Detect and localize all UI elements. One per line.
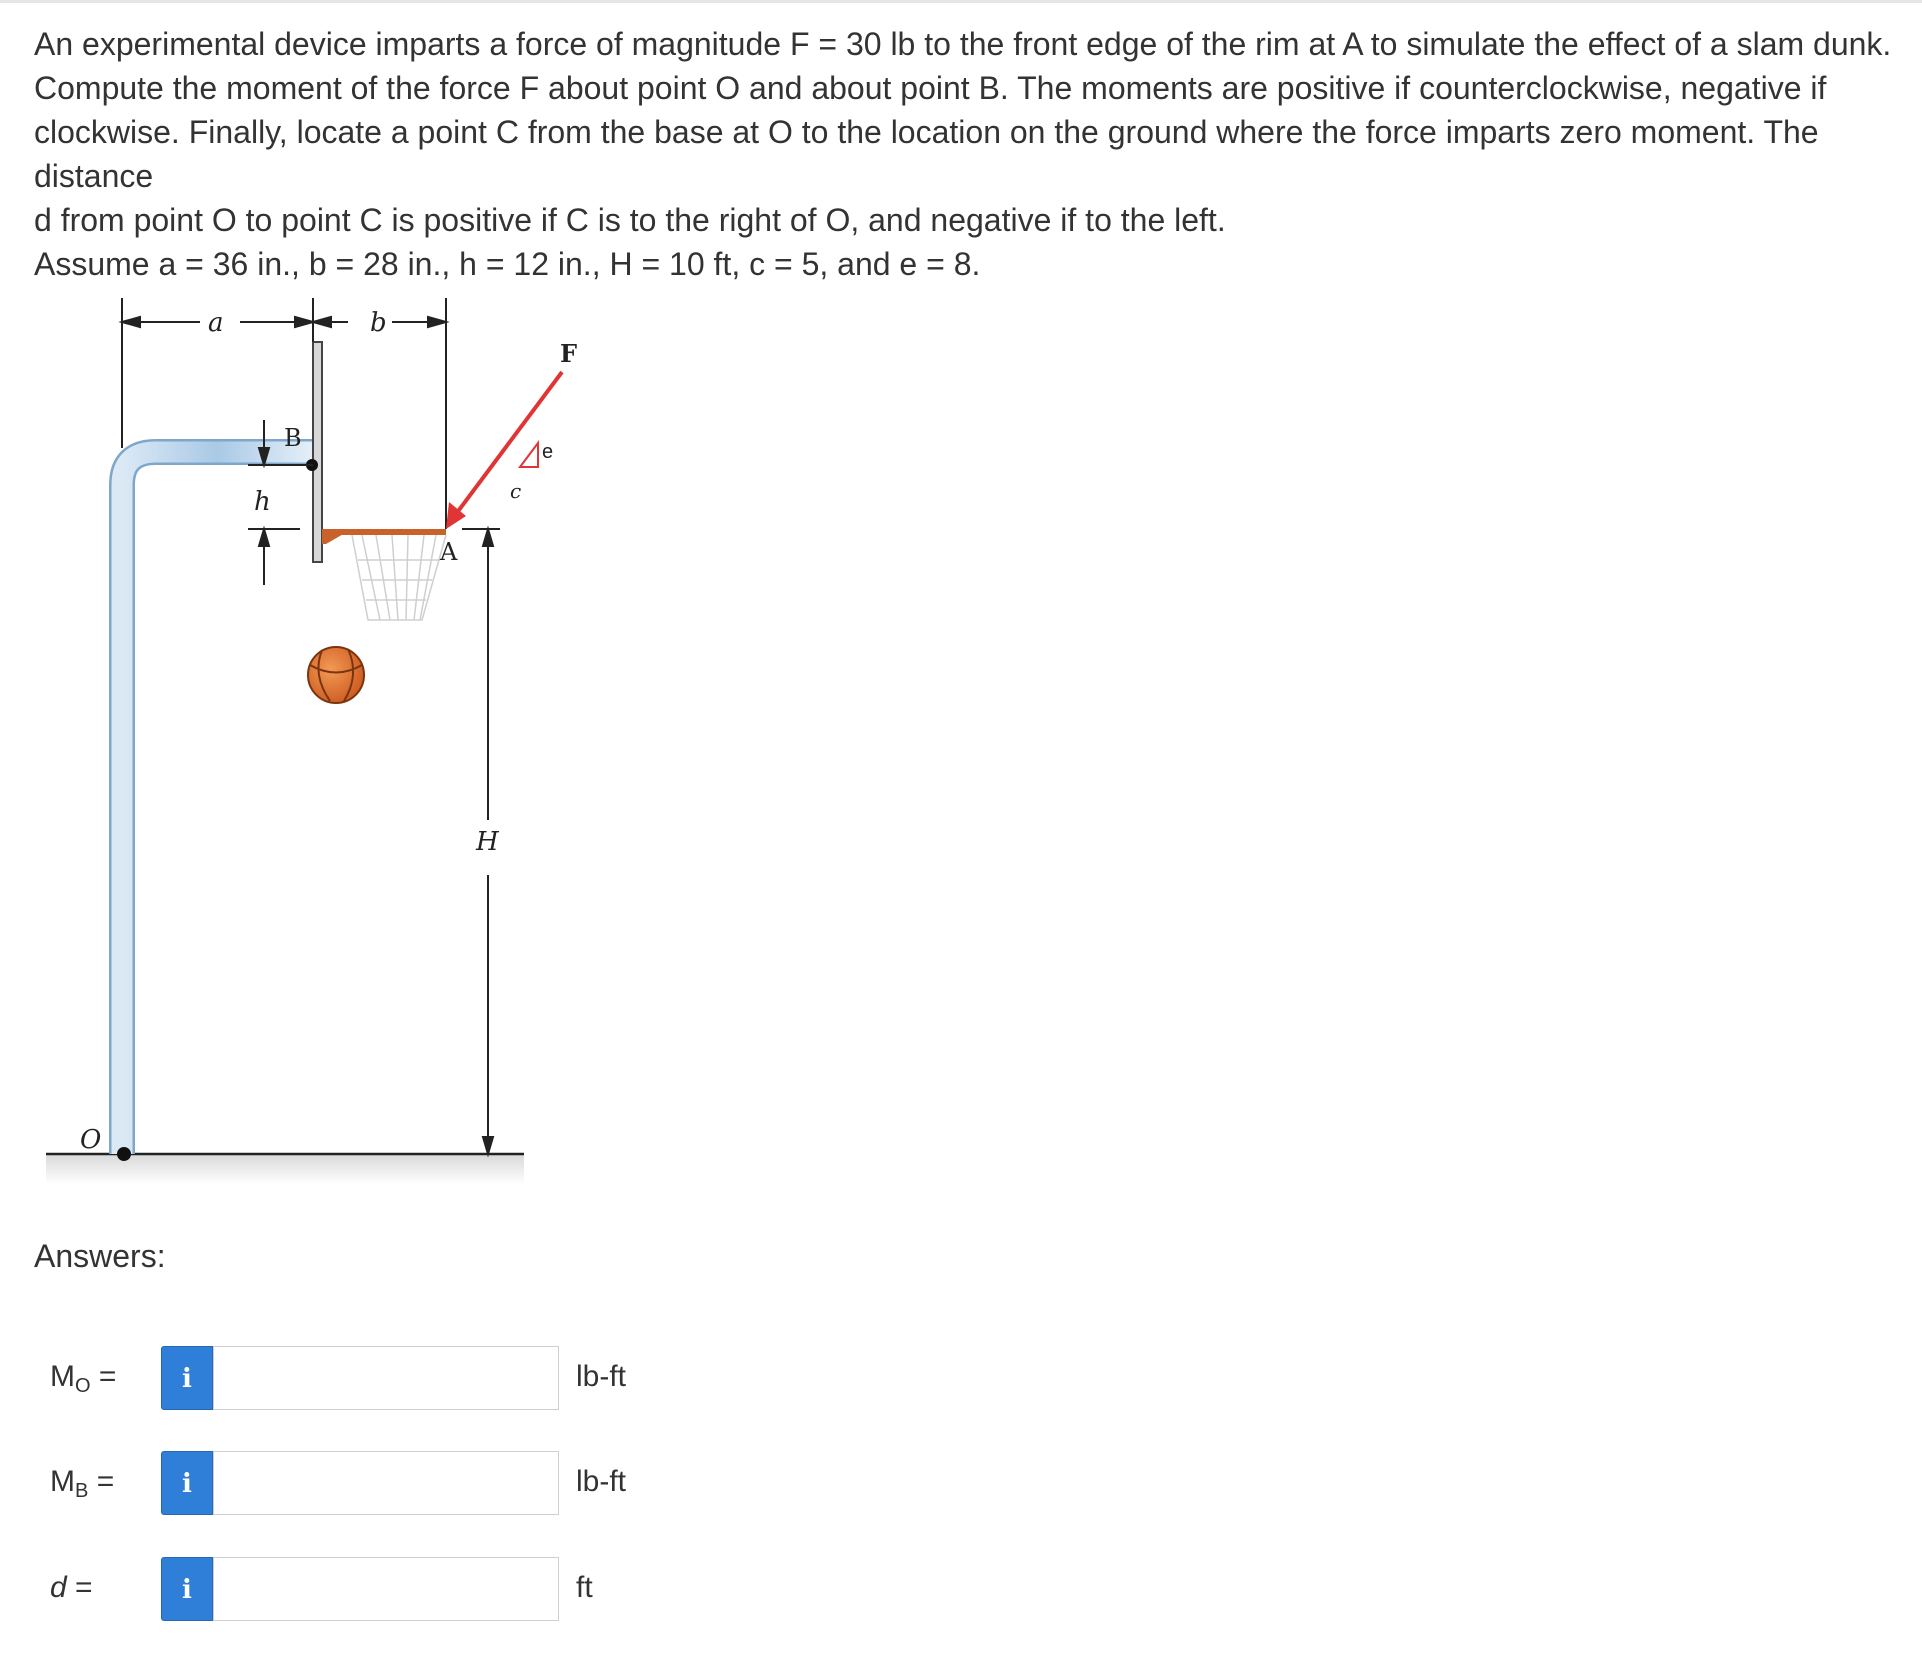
mo-label bbox=[50, 1360, 116, 1398]
d-eq: = bbox=[75, 1571, 93, 1604]
info-icon[interactable]: i bbox=[161, 1557, 213, 1621]
d-var: d bbox=[50, 1571, 67, 1604]
answer-row-mb bbox=[0, 1451, 720, 1517]
mo-sub: O bbox=[75, 1375, 91, 1397]
d-input[interactable] bbox=[213, 1557, 559, 1621]
basketball bbox=[308, 647, 364, 703]
answers-heading: Answers: bbox=[34, 1238, 166, 1274]
mb-label bbox=[50, 1465, 114, 1503]
mo-eq: = bbox=[98, 1360, 117, 1393]
mo-unit: lb-ft bbox=[576, 1360, 627, 1393]
d-label bbox=[50, 1571, 93, 1605]
label-F: F bbox=[560, 339, 578, 368]
answer-row-mo bbox=[0, 1346, 720, 1412]
mb-eq: = bbox=[96, 1465, 115, 1498]
label-B: B bbox=[284, 424, 302, 452]
support-pole bbox=[122, 452, 312, 1154]
mo-var: M bbox=[50, 1360, 75, 1393]
label-b: b bbox=[370, 308, 387, 338]
d-unit: ft bbox=[576, 1571, 593, 1604]
info-icon[interactable]: i bbox=[161, 1346, 213, 1410]
slope-triangle bbox=[520, 443, 538, 467]
problem-line-3: clockwise. Finally, locate a point C from the base at O to the location on the ground where the force imparts zero moment. The distance bbox=[34, 114, 1819, 194]
label-e: e bbox=[542, 441, 554, 463]
label-H: H bbox=[476, 827, 499, 857]
problem-statement bbox=[34, 22, 1894, 286]
problem-line-1: An experimental device imparts a force of magnitude F = 30 lb to the front edge of the rim at A to simulate the effect of a slam dunk. bbox=[34, 26, 1892, 62]
rim bbox=[322, 529, 446, 544]
answer-row-d bbox=[0, 1557, 720, 1623]
net bbox=[352, 535, 446, 620]
label-O: O bbox=[80, 1125, 102, 1155]
ground bbox=[46, 1154, 524, 1184]
mo-input[interactable] bbox=[213, 1346, 559, 1410]
mb-sub: B bbox=[75, 1480, 89, 1502]
mb-input[interactable] bbox=[213, 1451, 559, 1515]
label-c: c bbox=[510, 479, 522, 503]
point-O bbox=[117, 1147, 131, 1161]
backboard bbox=[313, 342, 322, 562]
problem-line-4: d from point O to point C is positive if C is to the right of O, and negative if to the left. bbox=[34, 202, 1226, 238]
dimension-a-b bbox=[122, 298, 446, 529]
label-a: a bbox=[208, 308, 224, 338]
mb-var: M bbox=[50, 1465, 75, 1498]
info-icon[interactable]: i bbox=[161, 1451, 213, 1515]
problem-line-5: Assume a = 36 in., b = 28 in., h = 12 in., H = 10 ft, c = 5, and e = 8. bbox=[34, 246, 981, 282]
top-divider bbox=[0, 0, 1922, 3]
mb-unit: lb-ft bbox=[576, 1465, 627, 1498]
label-h: h bbox=[254, 487, 271, 517]
problem-line-2: Compute the moment of the force F about point O and about point B. The moments are positive if counterclockwise, negative if bbox=[34, 70, 1827, 106]
basketball-hoop-figure bbox=[0, 280, 578, 1200]
label-A: A bbox=[440, 538, 458, 566]
